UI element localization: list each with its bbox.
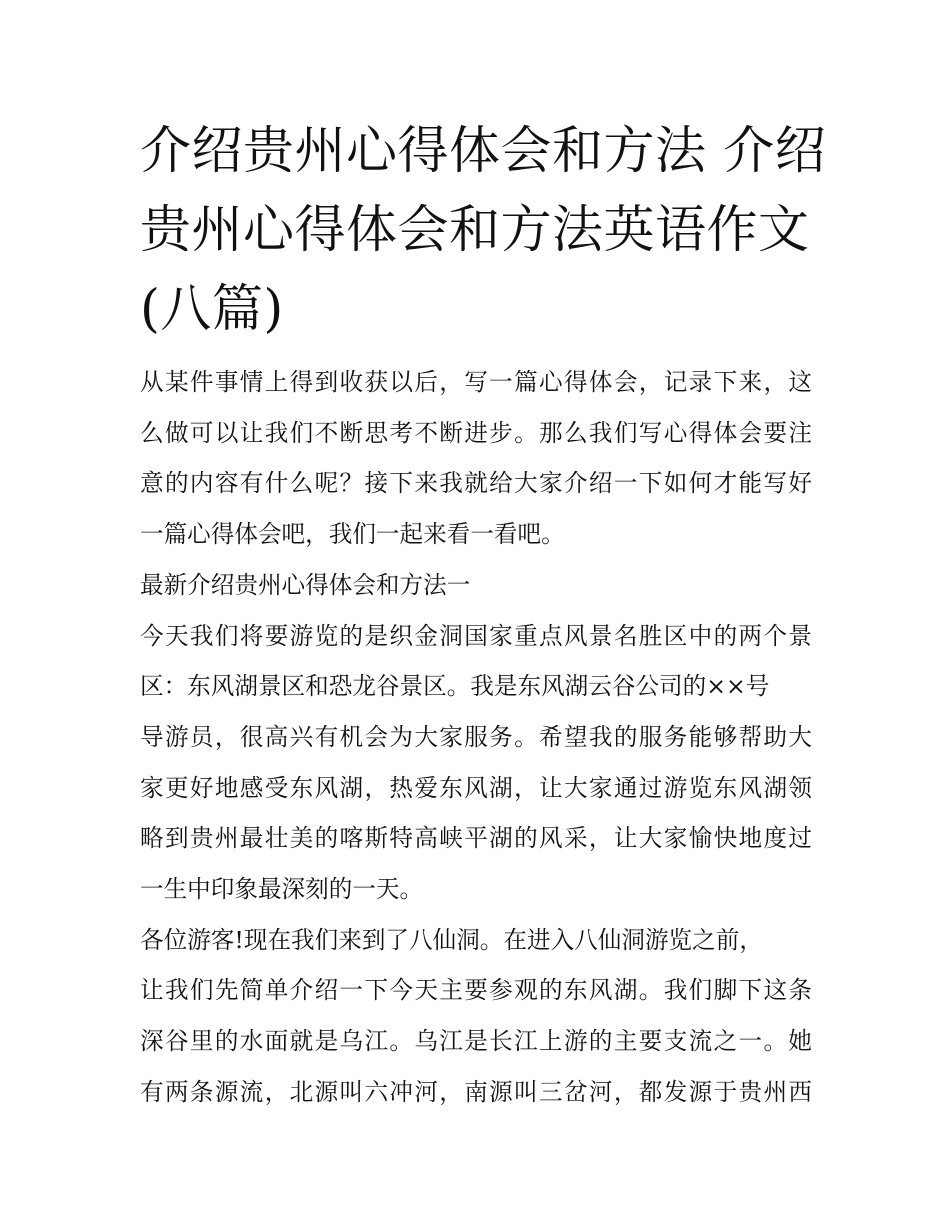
body-paragraph [140,915,812,1118]
text-line: 意的内容有什么呢？接下来我就给大家介绍一下如何才能写好 [140,469,812,498]
text-line: 一生中印象最深刻的一天。 [140,875,424,904]
text-line: 一篇心得体会吧，我们一起来看一看吧。 [140,520,565,549]
text-line: 有两条源流，北源叫六冲河，南源叫三岔河，都发源于贵州西 [140,1077,812,1106]
document-title [140,112,827,349]
section-heading [140,560,812,611]
document-body [140,112,827,1118]
text-line: 深谷里的水面就是乌江。乌江是长江上游的主要支流之一。她 [140,1027,812,1056]
text-line: 各位游客!现在我们来到了八仙洞。在进入八仙洞游览之前， [140,925,763,954]
title-line: 介绍贵州心得体会和方法 介绍 [140,122,827,181]
text-line: 略到贵州最壮美的喀斯特高峡平湖的风采，让大家愉快地度过 [140,824,812,853]
text-line: 导游员，很高兴有机会为大家服务。希望我的服务能够帮助大 [140,722,812,751]
text-line: 么做可以让我们不断思考不断进步。那么我们写心得体会要注 [140,418,812,447]
text-line: 家更好地感受东风湖，热爱东风湖，让大家通过游览东风湖领 [140,773,812,802]
intro-paragraph [140,357,812,560]
body-paragraph [140,611,812,915]
text-line: 区：东风湖景区和恐龙谷景区。我是东风湖云谷公司的××号 [140,672,770,701]
text-line: 让我们先简单介绍一下今天主要参观的东风湖。我们脚下这条 [140,976,812,1005]
text-line: 最新介绍贵州心得体会和方法一 [140,570,471,599]
text-line: 今天我们将要游览的是织金洞国家重点风景名胜区中的两个景 [140,621,812,650]
text-line: 从某件事情上得到收获以后，写一篇心得体会，记录下来，这 [140,368,812,396]
title-line: (八篇) [140,280,284,339]
title-line: 贵州心得体会和方法英语作文 [140,201,810,260]
